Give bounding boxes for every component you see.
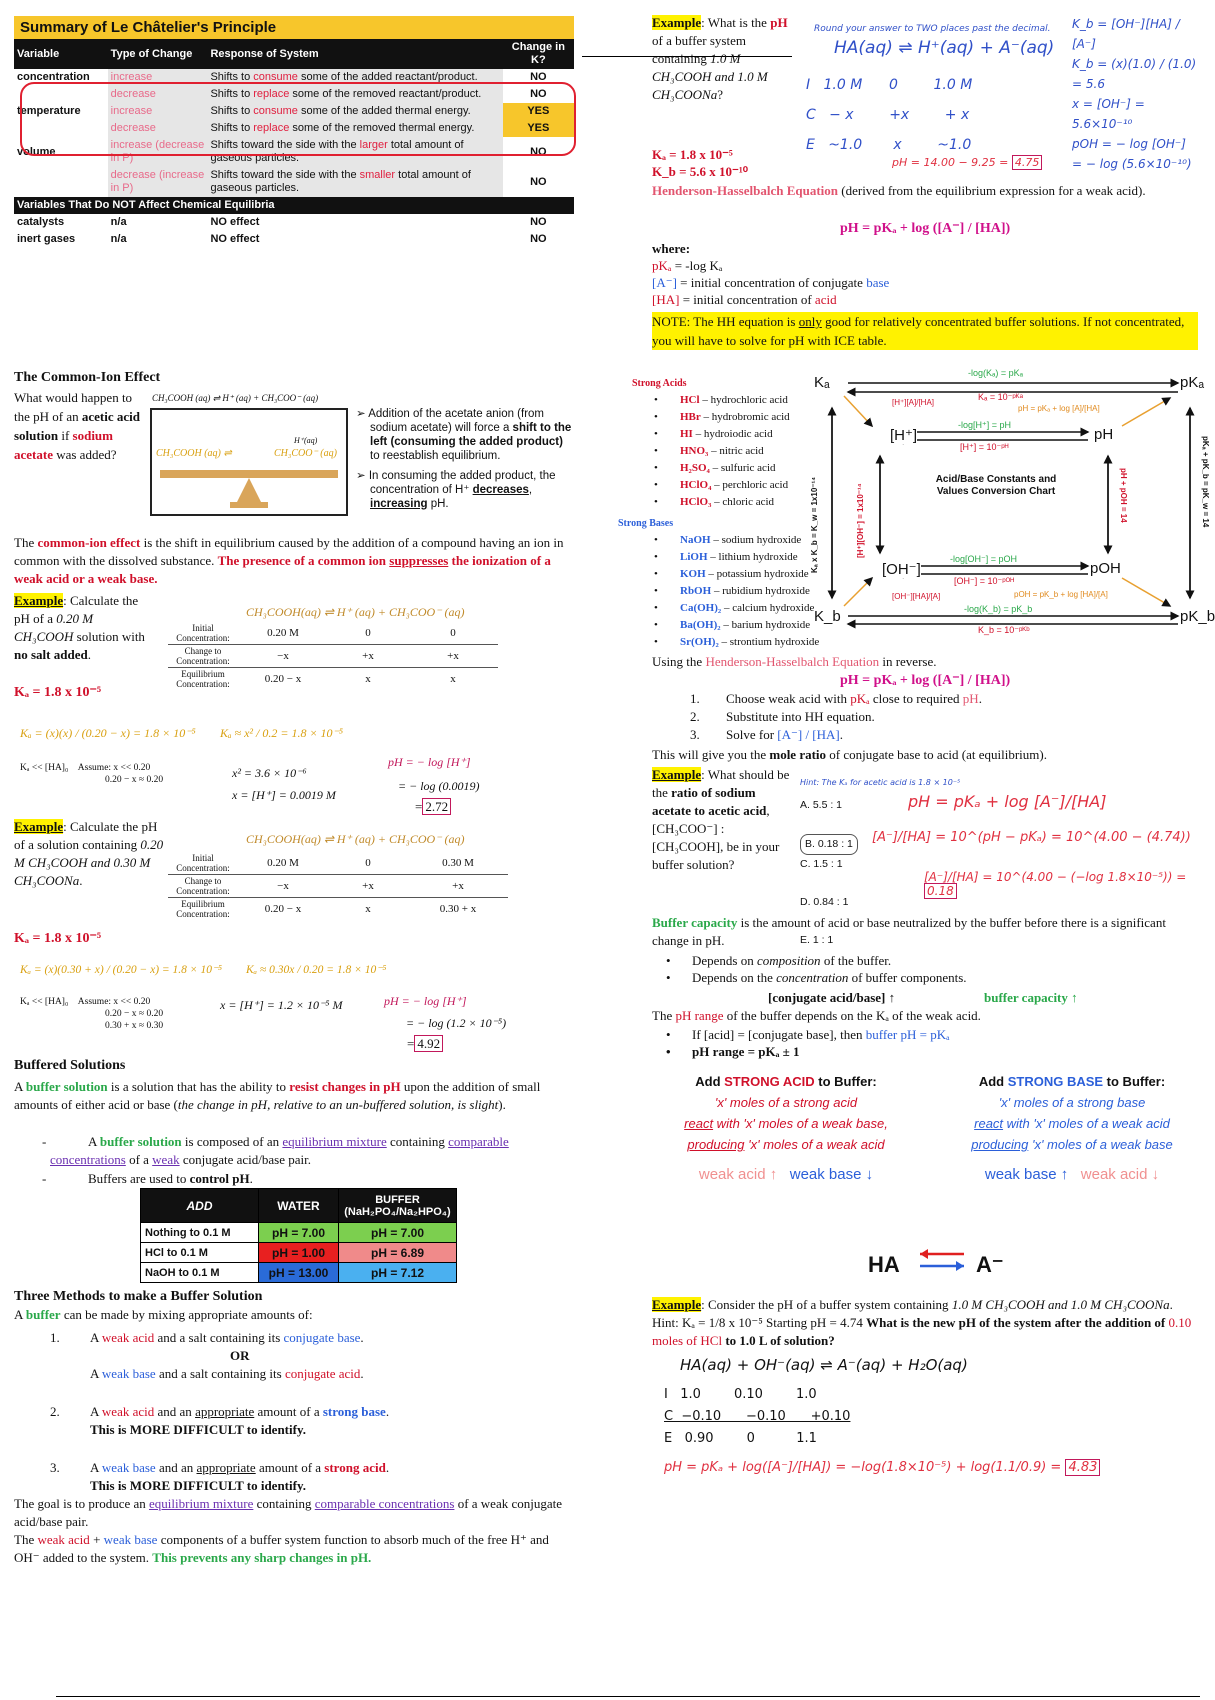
example1-question: Example: Calculate the pH of a 0.20 M CH₃COOH solution with no salt added. xyxy=(14,593,145,662)
seesaw-icon xyxy=(152,410,346,514)
concentration-highlight xyxy=(20,82,576,156)
reverse-tail: This will give you the mole ratio of conjugate base to acid (at equilibrium). xyxy=(652,747,1047,762)
chart-vertical-label: [H⁺][OH⁻] = 1x10⁻¹⁴ xyxy=(856,483,865,558)
table-cell: volume xyxy=(17,145,56,158)
chart-label: pOH = pK_b + log [HA]/[A] xyxy=(1014,590,1108,599)
chart-label: -log(K_b) = pK_b xyxy=(964,604,1033,614)
table-cell: increase xyxy=(108,69,208,86)
list-item: C. 1.5 : 1 xyxy=(800,858,843,870)
chart-vertical-label: pKₐ + pK_b = pK_w = 14 xyxy=(1201,436,1210,528)
list-item: • HBr – hydrobromic acid xyxy=(640,409,820,426)
methods-last: The weak acid + weak base components of a buffer system function to absorb much of the free H⁺ and OH⁻ added to the system. This prevents any sharp changes in pH. xyxy=(14,1532,549,1565)
chart-pka: pKₐ xyxy=(1180,374,1204,391)
table-cell: Shifts toward the side with the smaller total amount of gaseous particles. xyxy=(207,167,502,197)
methods-intro: A buffer can be made by mixing appropriate amounts of: xyxy=(14,1307,313,1322)
chart-label: Kₐ = 10⁻ᵖᴷᵃ xyxy=(978,392,1023,402)
chart-center-title: Acid/Base Constants and Values Conversion Chart xyxy=(935,474,1057,497)
table-cell: NO effect xyxy=(210,233,260,245)
buffer-comparison-table: ADD WATER BUFFER (NaH₂PO₄/Na₂HPO₄) Nothing to 0.1 M pH = 7.00 pH = 7.00 HCl to 0.1 M pH = 1.00 pH = 6.89 NaOH to 0.1 M pH = 13.00 pH = 7.12 xyxy=(140,1188,457,1283)
list-item: • NaOH – sodium hydroxide xyxy=(640,532,830,549)
seesaw-top: H⁺(aq) xyxy=(294,436,318,445)
list-item: • KOH – potassium hydroxide xyxy=(640,566,830,583)
table-cell: n/a xyxy=(110,216,127,228)
chart-arrows xyxy=(818,368,1200,630)
table-cell: NO xyxy=(530,71,547,83)
example3-kb-work: K_b = [OH⁻][HA] / [A⁻] K_b = (x)(1.0) / (1.0) = 5.6 x = [OH⁻] = 5.6×10⁻¹⁰ pOH = − log [OH⁻] = − log (5.6×10⁻¹⁰) xyxy=(1072,17,1197,171)
reverse-formula: pH = pKₐ + log ([A⁻] / [HA]) xyxy=(840,673,1011,688)
chart-poh: pOH xyxy=(1090,560,1121,577)
example1-answer: = 2.72 xyxy=(415,799,451,815)
capacity-up2: buffer capacity ↑ xyxy=(984,990,1078,1005)
list-item: • HCl – hydrochloric acid xyxy=(640,392,820,409)
list-item: • HNO₃ – nitric acid xyxy=(640,443,820,460)
example1-equation: CH₃COOH(aq) ⇌ H⁺ (aq) + CH₃COO⁻ (aq) xyxy=(246,605,465,619)
example2-ka-expression: Kₐ = (x)(0.30 + x) / (0.20 − x) = 1.8 × 10⁻⁵ xyxy=(20,964,223,976)
table-cell: NO effect xyxy=(210,216,260,228)
seesaw-equation: CH₃COOH (aq) ⇌ H⁺ (aq) + CH₃COO⁻ (aq) xyxy=(152,393,319,403)
seesaw-box xyxy=(150,408,348,516)
table-cell: NO xyxy=(530,233,547,245)
example1-ka-approx: Kₐ ≈ x² / 0.2 = 1.8 × 10⁻⁵ xyxy=(220,726,344,740)
example2-steps: x = [H⁺] = 1.2 × 10⁻⁵ M xyxy=(220,998,343,1012)
table-row xyxy=(14,167,574,197)
chart-ka: Kₐ xyxy=(814,374,830,391)
common-ion-question: What would happen to the pH of an acetic acid solution if sodium acetate was added? xyxy=(14,390,140,462)
example4-question: Example: What should be the ratio of sodium acetate to acetic acid, [CH₃COO⁻] : [CH₃COOH], be in your buffer solution? xyxy=(652,767,790,872)
table-cell: NO xyxy=(530,216,547,228)
seesaw-left: CH₃COOH (aq) ⇌ xyxy=(156,448,232,459)
table-cell: inert gases xyxy=(17,233,76,245)
common-ion-bullets: ➢ Addition of the acetate anion (from sodium acetate) will force a shift to the left (consuming the added product) to reestablish equilibrium. ➢ In consuming the added product, the concentration of H⁺ decreases, increasing pH. xyxy=(356,408,572,510)
a-minus-label: A⁻ xyxy=(976,1252,1004,1277)
example3-note: Round your answer to TWO places past the decimal. xyxy=(814,24,1051,34)
methods-goal: The goal is to produce an equilibrium mixture containing comparable concentrations of a weak conjugate acid/base pair. xyxy=(14,1496,562,1529)
list-item: • HI – hydroiodic acid xyxy=(640,426,820,443)
example2-ph: pH = − log [H⁺] = − log (1.2 × 10⁻⁵) xyxy=(384,994,507,1030)
example2-assumption: Kₐ << [HA]₀ Assume: x << 0.20 0.20 − x ≈ 0.20 0.30 + x ≈ 0.30 xyxy=(20,997,164,1031)
hh-note: NOTE: The HH equation is only good for relatively concentrated buffer solutions. If not concentrated, you will have to solve for pH with ICE table. xyxy=(652,312,1198,350)
list-item: • HClO₄ – perchloric acid xyxy=(640,477,820,494)
example5-equation: HA(aq) + OH⁻(aq) ⇌ A⁻(aq) + H₂O(aq) xyxy=(680,1356,968,1374)
example2-question: Example: Calculate the pH of a solution containing 0.20 M CH₃COOH and 0.30 M CH₃COONa. xyxy=(14,819,164,888)
buffered-bullet-1: - A buffer solution is composed of an equilibrium mixture containing comparable concentrations of a weak conjugate acid/base pair. xyxy=(42,1134,509,1167)
methods-list: 1. A weak acid and a salt containing its conjugate base. OR A weak base and a salt containing its conjugate acid. 2. A weak acid and an appropriate amount of a strong base. This is MORE DIFFICULT to identify. 3. A weak base and an appropriate amount of a strong acid. This is MORE DIFFICULT to identify. xyxy=(50,1330,390,1493)
example1-ice-table: Initial Concentration: 0.20 M 0 0 Change to Concentration: −x +x +x Equilibrium Concentration: 0.20 − x x x xyxy=(168,622,498,690)
strong-acids-list xyxy=(640,392,820,511)
table-cell: n/a xyxy=(110,233,127,245)
table-cell: concentration xyxy=(17,71,90,83)
example3-ice: I 1.0 M 0 1.0 M C − x +x + x E ~1.0 x ~1.0 xyxy=(806,77,973,153)
example1-ka: Kₐ = 1.8 x 10⁻⁵ xyxy=(14,685,102,700)
add-acid-block: Add STRONG ACID to Buffer: 'x' moles of a strong acid react with 'x' moles of a weak base, producing 'x' moles of a weak acid weak acid ↑ weak base ↓ xyxy=(684,1074,888,1183)
example5-calc: pH = pKₐ + log([A⁻]/[HA]) = −log(1.8×10⁻⁵) + log(1.1/0.9) = 4.83 xyxy=(664,1460,1100,1475)
chart-label: -log[H⁺] = pH xyxy=(958,420,1012,430)
table-cell: catalysts xyxy=(17,216,65,228)
example1-steps: x² = 3.6 × 10⁻⁶ x = [H⁺] = 0.0019 M xyxy=(232,766,336,802)
chart-vertical-label: pH + pOH = 14 xyxy=(1119,468,1128,523)
example3-equation: HA(aq) ⇌ H⁺(aq) + A⁻(aq) xyxy=(834,38,1055,58)
list-item: B. 0.18 : 1 xyxy=(800,834,858,855)
table-cell: decrease xyxy=(108,86,208,103)
col-k: Change in K? xyxy=(503,39,574,69)
strong-bases-list xyxy=(640,532,830,651)
chart-label: [H⁺] = 10⁻ᵖᴴ xyxy=(960,442,1009,452)
reverse-title: Using the Henderson-Hasselbalch Equation in reverse. xyxy=(652,654,937,669)
table-title: Summary of Le Châtelier's Principle xyxy=(14,16,574,39)
buffered-definition: A buffer solution is a solution that has the ability to resist changes in pH upon the addition of small amounts of either acid or base (the change in pH, relative to an un-buffered solution, is slight). xyxy=(14,1079,541,1112)
example5-question: Example: Consider the pH of a buffer system containing 1.0 M CH₃COOH and 1.0 M CH₃COONa. Hint: Kₐ = 1/8 x 10⁻⁵ Starting pH = 4.74 What is the new pH of the system after the addition of 0.10 moles of HCl to 1.0 L of solution? xyxy=(652,1297,1192,1348)
buffered-bullet-2: - Buffers are used to control pH. xyxy=(42,1171,253,1186)
example2-ka: Kₐ = 1.8 x 10⁻⁵ xyxy=(14,931,102,946)
list-item: • LiOH – lithium hydroxide xyxy=(640,549,830,566)
example1-assumption: Kₐ << [HA]₀ Assume: x << 0.20 0.20 − x ≈ 0.20 xyxy=(20,763,164,785)
example2-equation: CH₃COOH(aq) ⇌ H⁺ (aq) + CH₃COO⁻ (aq) xyxy=(246,832,465,846)
conversion-chart xyxy=(810,368,1215,635)
chart-h: [H⁺] xyxy=(890,427,918,444)
table-cell: NO xyxy=(530,145,547,158)
hh-where: where: pKₐ = -log Kₐ [A⁻] = initial concentration of conjugate base [HA] = initial concentration of acid xyxy=(652,241,890,307)
list-item: • Ba(OH)₂ – barium hydroxide xyxy=(640,617,830,634)
table-cell: Shifts toward the side with the larger total amount of gaseous particles. xyxy=(207,137,502,167)
add-base-block: Add STRONG BASE to Buffer: 'x' moles of a strong base react with 'x' moles of a weak acid producing 'x' moles of a weak base weak base ↑ weak acid ↓ xyxy=(971,1074,1173,1183)
equilibrium-arrows-icon xyxy=(912,1242,972,1278)
example1-ph: pH = − log [H⁺] = − log (0.0019) xyxy=(388,755,480,793)
example2-ice-table: Initial Concentration: 0.20 M 0 0.30 M Change to Concentration: −x +x +x Equilibrium Concentration: 0.20 − x x 0.30 + x xyxy=(168,852,508,920)
list-item: A. 5.5 : 1 xyxy=(800,799,843,811)
chart-vertical-label: Kₐ x K_b = K_w = 1x10⁻¹⁴ xyxy=(810,476,819,573)
table-cell: YES xyxy=(503,120,574,137)
example3-constants: Kₐ = 1.8 x 10⁻⁵ K_b = 5.6 x 10⁻¹⁰ xyxy=(652,147,748,179)
methods-heading: Three Methods to make a Buffer Solution xyxy=(14,1289,263,1304)
example4-step: [A⁻]/[HA] = 10^(pH − pKₐ) = 10^(4.00 − (4.74)) xyxy=(872,830,1191,845)
footer-line xyxy=(56,1696,1200,1697)
chart-label: K_b = 10⁻ᵖᴷᵇ xyxy=(978,625,1030,635)
list-item: • H₂SO₄ – sulfuric acid xyxy=(640,460,820,477)
example3-question: Example: What is the pH of a buffer system containing 1.0 M CH₃COOH and 1.0 M CH₃COONa? xyxy=(652,15,788,102)
chart-pkb: pK_b xyxy=(1180,608,1215,625)
chart-label: -log[OH⁻] = pOH xyxy=(950,554,1018,564)
list-item: • HClO₃ – chloric acid xyxy=(640,494,820,511)
table-cell: increase (decrease in P) xyxy=(108,137,208,167)
common-ion-definition: The common-ion effect is the shift in equilibrium caused by the addition of a compound having an ion in common with the dissolved substance. The presence of a common ion suppresses the ionization of a weak acid or a weak base. xyxy=(14,535,564,586)
table-cell: Shifts to replace some of the removed thermal energy. xyxy=(207,120,502,137)
capacity-definition: Buffer capacity is the amount of acid or base neutralized by the buffer before there is a significant change in pH. xyxy=(652,915,1166,948)
section-row: Variables That Do NOT Affect Chemical Equilibria xyxy=(14,197,574,214)
example3-ph: pH = 14.00 − 9.25 = 4.75 xyxy=(892,156,1042,169)
capacity-up: [conjugate acid/base] ↑ xyxy=(768,990,896,1005)
ha-label: HA xyxy=(868,1252,900,1277)
table-cell xyxy=(14,167,108,197)
capacity-list: • Depends on composition of the buffer. • Depends on the concentration of buffer components. xyxy=(652,952,1198,986)
reverse-steps: 1. Choose weak acid with pKₐ close to required pH. 2. Substitute into HH equation. 3. Solve for [A⁻] / [HA]. xyxy=(690,691,982,742)
list-item: • Sr(OH)₂ – strontium hydroxide xyxy=(640,634,830,651)
chart-ph: pH xyxy=(1094,426,1114,443)
example4-hh: pH = pKₐ + log [A⁻]/[HA] xyxy=(908,792,1107,811)
example2-answer: = 4.92 xyxy=(407,1036,443,1052)
example5-ice: I 1.0 0.10 1.0 C −0.10 −0.10 +0.10 E 0.90 0 1.1 xyxy=(664,1387,851,1446)
capacity-range-list: • If [acid] = [conjugate base], then buffer pH = pKₐ • pH range = pKₐ ± 1 xyxy=(652,1026,1198,1060)
example2-ka-approx: Kₐ ≈ 0.30x / 0.20 = 1.8 × 10⁻⁵ xyxy=(246,964,387,976)
buffered-heading: Buffered Solutions xyxy=(14,1058,126,1073)
chart-label: pH = pKₐ + log [A]/[HA] xyxy=(1018,404,1100,413)
table-cell: NO xyxy=(530,175,547,188)
col-change: Type of Change xyxy=(108,39,208,69)
strong-bases-title: Strong Bases xyxy=(618,518,674,529)
chart-label: [OH⁻][HA]/[A] xyxy=(892,592,941,601)
example4-step2: [A⁻]/[HA] = 10^(4.00 − (−log 1.8×10⁻⁵)) = 0.18 xyxy=(924,870,1187,898)
table-cell: decrease (increase in P) xyxy=(108,167,208,197)
list-item: • RbOH – rubidium hydroxide xyxy=(640,583,830,600)
common-ion-heading: The Common-Ion Effect xyxy=(14,370,161,385)
col-response: Response of System xyxy=(207,39,502,69)
col-variable: Variable xyxy=(14,39,108,69)
table-cell: NO xyxy=(530,88,547,100)
list-item: D. 0.84 : 1 xyxy=(800,896,849,908)
list-item: • Ca(OH)₂ – calcium hydroxide xyxy=(640,600,830,617)
chart-kb: K_b xyxy=(814,608,841,625)
strong-acids-title: Strong Acids xyxy=(632,378,687,389)
table-cell: decrease xyxy=(108,120,208,137)
chart-label: -log(Kₐ) = pKₐ xyxy=(968,368,1023,378)
capacity-range: The pH range of the buffer depends on the Kₐ of the weak acid. xyxy=(652,1008,981,1023)
table-cell: increase xyxy=(108,103,208,120)
seesaw-right: CH₃COO⁻ (aq) xyxy=(274,448,337,459)
example4-hint: Hint: The Kₐ for acetic acid is 1.8 × 10⁻⁵ xyxy=(800,778,961,787)
list-item: E. 1 : 1 xyxy=(800,934,834,946)
chart-label: [OH⁻] = 10⁻ᵖᴼᴴ xyxy=(954,576,1015,586)
table-cell: Shifts to consume some of the added thermal energy. xyxy=(207,103,502,120)
table-cell: Shifts to consume some of the added reactant/product. xyxy=(207,69,502,86)
table-cell: temperature xyxy=(17,105,81,117)
example1-ka-expression: Kₐ = (x)(x) / (0.20 − x) = 1.8 × 10⁻⁵ xyxy=(20,726,196,740)
table-cell: YES xyxy=(503,103,574,120)
hh-description: Henderson-Hasselbalch Equation (derived from the equilibrium expression for a weak acid). xyxy=(652,183,1146,198)
hh-formula: pH = pKₐ + log ([A⁻] / [HA]) xyxy=(840,221,1011,236)
chart-oh: [OH⁻] xyxy=(882,561,921,578)
table-cell: Shifts to replace some of the removed reactant/product. xyxy=(207,86,502,103)
chart-label: [H⁺][A]/[HA] xyxy=(892,398,935,407)
